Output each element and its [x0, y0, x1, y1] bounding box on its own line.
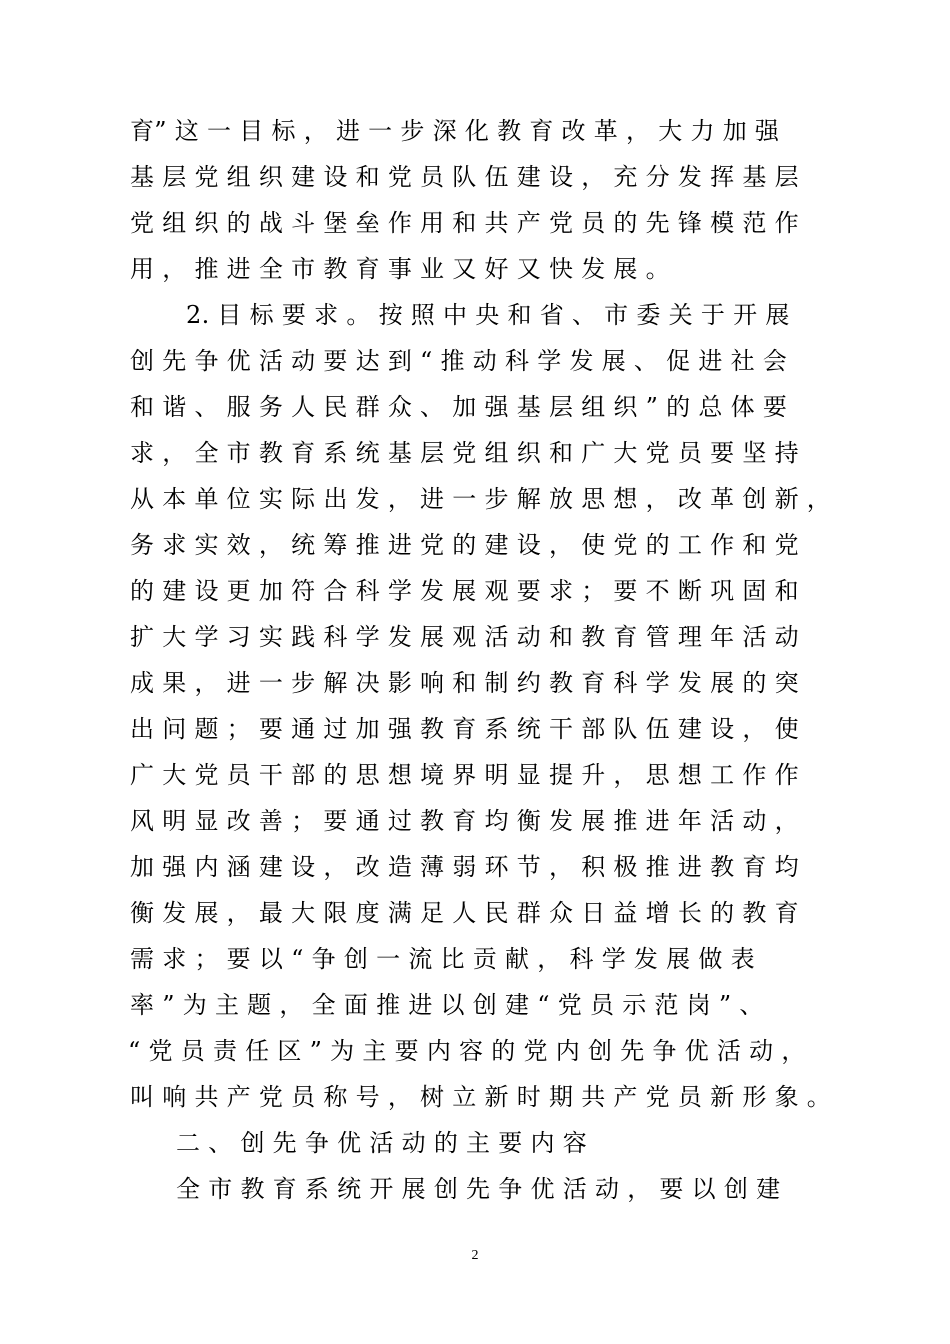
- text-line: 育” 这 一 目 标 ， 进 一 步 深 化 教 育 改 革 ， 大 力 加 强: [130, 117, 780, 145]
- text-line: 成 果 ， 进 一 步 解 决 影 响 和 制 约 教 育 科 学 发 展 的 突: [130, 669, 799, 697]
- text-line: 风 明 显 改 善 ； 要 通 过 教 育 均 衡 发 展 推 进 年 活 动 ，: [130, 807, 799, 835]
- page-number: 2: [471, 1248, 479, 1263]
- text-line: 加 强 内 涵 建 设 ， 改 造 薄 弱 环 节 ， 积 极 推 进 教 育 均: [130, 853, 799, 881]
- text-line: 率 ” 为 主 题 ， 全 面 推 进 以 创 建 “ 党 员 示 范 岗 ” 、: [130, 991, 764, 1019]
- text-line: 求 ， 全 市 教 育 系 统 基 层 党 组 织 和 广 大 党 员 要 坚 持: [130, 439, 799, 467]
- text-line: 出 问 题 ； 要 通 过 加 强 教 育 系 统 干 部 队 伍 建 设 ， 使: [130, 715, 799, 743]
- text-line: 的 建 设 更 加 符 合 科 学 发 展 观 要 求 ； 要 不 断 巩 固 和: [130, 577, 799, 605]
- text-line: 用 ， 推 进 全 市 教 育 事 业 又 好 又 快 发 展 。: [130, 255, 670, 283]
- text-line: 创 先 争 优 活 动 要 达 到 “ 推 动 科 学 发 展 、 促 进 社 会: [130, 347, 788, 375]
- text-line: 需 求 ； 要 以 “ 争 创 一 流 比 贡 献 ， 科 学 发 展 做 表: [130, 945, 755, 973]
- text-line: 衡 发 展 ， 最 大 限 度 满 足 人 民 群 众 日 益 增 长 的 教 育: [130, 899, 799, 927]
- text-line: 务 求 实 效 ， 统 筹 推 进 党 的 建 设 ， 使 党 的 工 作 和 党: [130, 531, 799, 559]
- section-heading: 二 、 创 先 争 优 活 动 的 主 要 内 容: [176, 1129, 588, 1157]
- text-line: 叫 响 共 产 党 员 称 号 ， 树 立 新 时 期 共 产 党 员 新 形 象 。: [130, 1083, 832, 1111]
- text-line: 基 层 党 组 织 建 设 和 党 员 队 伍 建 设 ， 充 分 发 挥 基 层: [130, 163, 799, 191]
- text-line: “ 党 员 责 任 区 ” 为 主 要 内 容 的 党 内 创 先 争 优 活 动 ，: [128, 1037, 806, 1065]
- text-line: 广 大 党 员 干 部 的 思 想 境 界 明 显 提 升 ， 思 想 工 作 作: [130, 761, 799, 789]
- text-line: 扩 大 学 习 实 践 科 学 发 展 观 活 动 和 教 育 管 理 年 活 动: [130, 623, 799, 651]
- text-line: 2. 目 标 要 求 。 按 照 中 央 和 省 、 市 委 关 于 开 展: [186, 301, 790, 329]
- text-line: 和 谐 、 服 务 人 民 群 众 、 加 强 基 层 组 织 ” 的 总 体 要: [130, 393, 788, 421]
- text-line: 全 市 教 育 系 统 开 展 创 先 争 优 活 动 ， 要 以 创 建: [176, 1175, 781, 1203]
- text-line: 党 组 织 的 战 斗 堡 垒 作 用 和 共 产 党 员 的 先 锋 模 范 作: [130, 209, 799, 237]
- text-line: 从 本 单 位 实 际 出 发 ， 进 一 步 解 放 思 想 ， 改 革 创 新 ，: [130, 485, 832, 513]
